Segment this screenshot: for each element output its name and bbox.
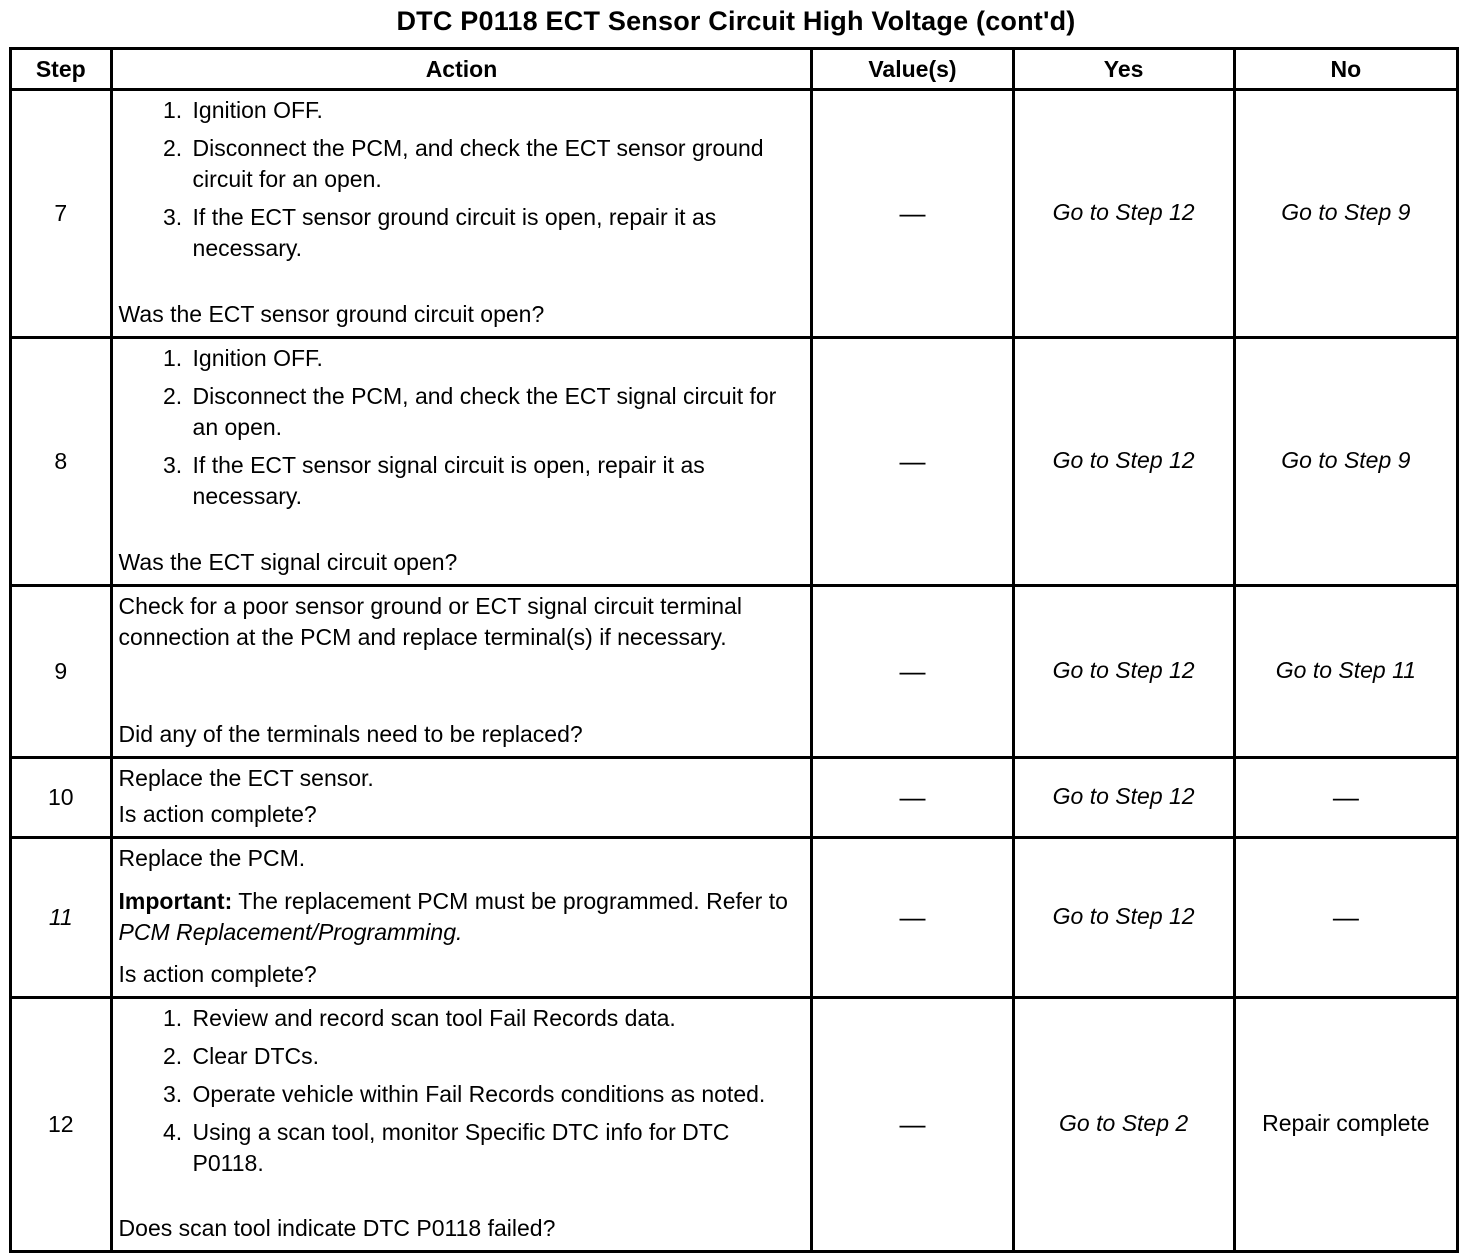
header-no: No bbox=[1234, 49, 1457, 90]
action-cell bbox=[111, 758, 812, 838]
yes-goto: Go to Step 12 bbox=[1052, 446, 1195, 473]
action-step: 2. Disconnect the PCM, and check the ECT signal circuit for an open. bbox=[189, 381, 803, 443]
header-values: Value(s) bbox=[812, 49, 1013, 90]
action-text: Replace the ECT sensor. bbox=[118, 765, 374, 791]
step-number: 8 bbox=[11, 338, 112, 586]
action-question: Is action complete? bbox=[118, 961, 317, 987]
action-text: Replace the PCM. bbox=[118, 845, 306, 871]
action-step: 2. Clear DTCs. bbox=[189, 1041, 803, 1072]
action-text: Check for a poor sensor ground or ECT signal circuit terminal connection at the PCM and replace terminal(s) if necessary. bbox=[118, 593, 742, 650]
no-cell: — bbox=[1234, 758, 1457, 838]
header-yes: Yes bbox=[1013, 49, 1234, 90]
action-step: 2. Disconnect the PCM, and check the ECT sensor ground circuit for an open. bbox=[189, 133, 803, 195]
step-number: 11 bbox=[11, 838, 112, 998]
yes-cell bbox=[1013, 998, 1234, 1252]
header-row bbox=[11, 49, 1458, 90]
action-step: 1. Review and record scan tool Fail Records data. bbox=[189, 1003, 803, 1034]
action-step: 1. Ignition OFF. bbox=[189, 343, 803, 374]
step-number: 10 bbox=[11, 758, 112, 838]
value-cell: — bbox=[812, 90, 1013, 338]
no-goto: Go to Step 11 bbox=[1275, 656, 1416, 683]
important-reference: PCM Replacement/Programming. bbox=[118, 918, 463, 945]
yes-cell bbox=[1013, 586, 1234, 758]
action-steps bbox=[119, 95, 803, 271]
important-note bbox=[119, 886, 803, 948]
action-question: Does scan tool indicate DTC P0118 failed? bbox=[118, 1215, 556, 1241]
step-number: 12 bbox=[11, 998, 112, 1252]
value-cell: — bbox=[812, 586, 1013, 758]
action-cell bbox=[111, 90, 812, 338]
yes-cell bbox=[1013, 338, 1234, 586]
table-row-step-8 bbox=[11, 338, 1458, 586]
table-row-step-10 bbox=[11, 758, 1458, 838]
yes-goto: Go to Step 12 bbox=[1052, 198, 1195, 225]
no-result: Repair complete bbox=[1262, 1109, 1430, 1136]
yes-cell bbox=[1013, 838, 1234, 998]
action-step: 3. If the ECT sensor ground circuit is open, repair it as necessary. bbox=[189, 202, 803, 264]
yes-cell bbox=[1013, 758, 1234, 838]
action-step: 3. If the ECT sensor signal circuit is open, repair it as necessary. bbox=[189, 450, 803, 512]
value-cell: — bbox=[812, 998, 1013, 1252]
value-cell: — bbox=[812, 338, 1013, 586]
important-label: Important: bbox=[118, 887, 233, 914]
no-cell: — bbox=[1234, 838, 1457, 998]
action-question: Was the ECT sensor ground circuit open? bbox=[118, 301, 545, 327]
action-question: Is action complete? bbox=[118, 801, 317, 827]
header-action: Action bbox=[111, 49, 812, 90]
table-row-step-11 bbox=[11, 838, 1458, 998]
action-cell bbox=[111, 338, 812, 586]
step-number: 7 bbox=[11, 90, 112, 338]
value-cell: — bbox=[812, 838, 1013, 998]
table-row-step-12 bbox=[11, 998, 1458, 1252]
action-question: Was the ECT signal circuit open? bbox=[118, 549, 458, 575]
diagnostic-table bbox=[9, 47, 1459, 1253]
action-step: 4. Using a scan tool, monitor Specific DTC info for DTC P0118. bbox=[189, 1117, 803, 1179]
table-row-step-7 bbox=[11, 90, 1458, 338]
no-cell bbox=[1234, 998, 1457, 1252]
action-cell bbox=[111, 838, 812, 998]
yes-goto: Go to Step 12 bbox=[1052, 782, 1195, 809]
step-number: 9 bbox=[11, 586, 112, 758]
page-title: DTC P0118 ECT Sensor Circuit High Voltage (cont'd) bbox=[396, 6, 1076, 36]
yes-goto: Go to Step 2 bbox=[1059, 1109, 1189, 1136]
action-question: Did any of the terminals need to be replaced? bbox=[118, 721, 583, 747]
action-step: 1. Ignition OFF. bbox=[189, 95, 803, 126]
no-goto: Go to Step 9 bbox=[1281, 198, 1411, 225]
action-cell bbox=[111, 586, 812, 758]
no-cell bbox=[1234, 90, 1457, 338]
important-text: The replacement PCM must be programmed. Refer to bbox=[232, 887, 788, 914]
no-cell bbox=[1234, 338, 1457, 586]
value-cell: — bbox=[812, 758, 1013, 838]
no-cell bbox=[1234, 586, 1457, 758]
yes-goto: Go to Step 12 bbox=[1052, 656, 1195, 683]
action-steps bbox=[119, 1003, 803, 1186]
no-goto: Go to Step 9 bbox=[1281, 446, 1411, 473]
yes-cell bbox=[1013, 90, 1234, 338]
action-cell bbox=[111, 998, 812, 1252]
header-step: Step bbox=[11, 49, 112, 90]
table-row-step-9 bbox=[11, 586, 1458, 758]
yes-goto: Go to Step 12 bbox=[1052, 902, 1195, 929]
action-steps bbox=[119, 343, 803, 519]
action-step: 3. Operate vehicle within Fail Records conditions as noted. bbox=[189, 1079, 803, 1110]
